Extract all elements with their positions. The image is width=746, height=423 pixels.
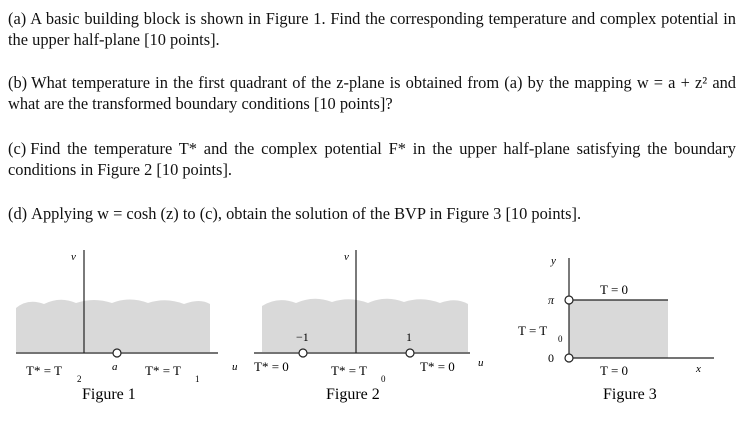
figure-3-bottom-bc: T = 0 — [600, 363, 629, 378]
figure-2-right-bc: T* = 0 — [420, 359, 455, 374]
question-d — [8, 203, 736, 224]
figures-panel — [0, 240, 746, 423]
figure-3-zero-label: 0 — [548, 351, 554, 365]
figure-3 — [518, 255, 714, 403]
figure-2-upper-half-plane-region — [262, 299, 468, 352]
figure-3-left-bc-subscript: 0 — [558, 334, 563, 344]
figure-1-left-bc: T* = T — [26, 363, 62, 378]
figure-2-point-plus-one — [406, 349, 414, 357]
question-a-label: (a) — [8, 9, 27, 28]
figure-1-right-bc-subscript: 1 — [195, 374, 200, 384]
figure-3-point-pi — [565, 296, 573, 304]
figure-2-point-minus-one-label: −1 — [296, 330, 309, 344]
question-a — [8, 8, 736, 50]
question-d-text: Applying w = cosh (z) to (c), obtain the solution of the BVP in Figure 3 [10 points]. — [31, 204, 582, 223]
figure-3-caption: Figure 3 — [603, 386, 657, 403]
figure-1-point-a — [113, 349, 121, 357]
figure-2-caption: Figure 2 — [326, 386, 380, 403]
question-a-text: A basic building block is shown in Figure 1. Find the corresponding temperature and complex potential in the upper half-plane [10 points]. — [8, 9, 736, 49]
figure-2 — [254, 250, 484, 403]
question-c — [8, 138, 736, 180]
figure-3-point-zero — [565, 354, 573, 362]
figure-3-left-bc: T = T — [518, 323, 548, 338]
figure-1-right-bc: T* = T — [145, 363, 181, 378]
figure-1-axis-v-label: v — [71, 251, 76, 263]
figure-2-point-plus-one-label: 1 — [406, 330, 412, 344]
question-c-text: Find the temperature T* and the complex potential F* in the upper half-plane satisfying the boundary conditions in Figure 2 [10 points]. — [8, 139, 736, 179]
figure-1 — [16, 250, 238, 403]
figure-3-strip-region — [569, 300, 668, 358]
figure-1-axis-u-label: u — [232, 361, 238, 373]
question-c-label: (c) — [8, 139, 27, 158]
figure-1-left-bc-subscript: 2 — [77, 374, 82, 384]
figure-2-axis-v-label: v — [344, 251, 349, 263]
figure-1-upper-half-plane-region — [16, 300, 210, 353]
question-b-label: (b) — [8, 73, 28, 92]
figure-1-caption: Figure 1 — [82, 386, 136, 403]
figure-3-axis-y-label: y — [551, 255, 556, 267]
figure-3-axis-x-label: x — [696, 363, 701, 375]
figure-2-point-minus-one — [299, 349, 307, 357]
question-b — [8, 72, 736, 114]
figure-2-middle-bc: T* = T — [331, 363, 367, 378]
figure-2-left-bc: T* = 0 — [254, 359, 289, 374]
question-b-text: What temperature in the first quadrant of the z-plane is obtained from (a) by the mapping w = a + z² and what are the transformed boundary conditions [10 points]? — [8, 73, 736, 113]
figure-2-axis-u-label: u — [478, 357, 484, 369]
figure-3-top-bc: T = 0 — [600, 282, 629, 297]
figure-2-middle-bc-subscript: 0 — [381, 374, 386, 384]
figure-3-pi-label: π — [548, 293, 555, 307]
question-d-label: (d) — [8, 204, 28, 223]
figure-1-point-a-label: a — [112, 361, 118, 373]
